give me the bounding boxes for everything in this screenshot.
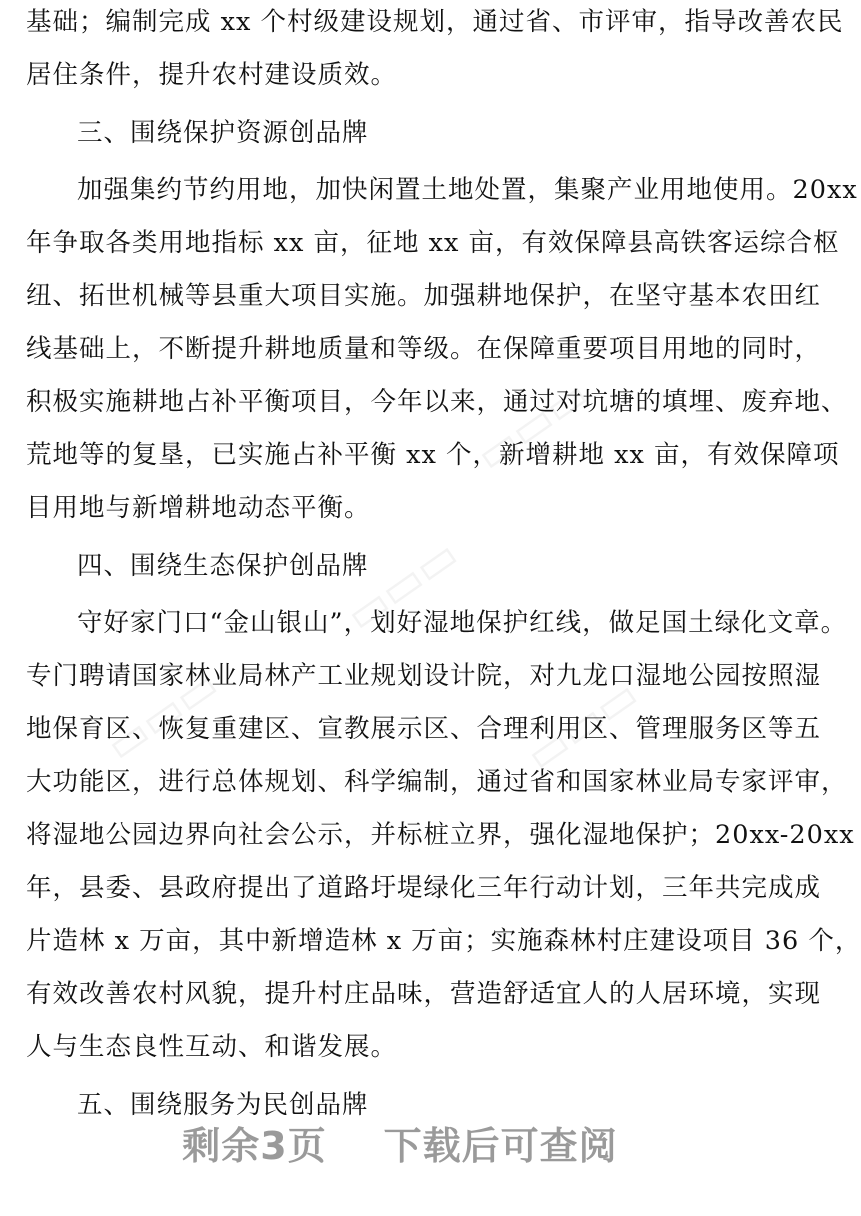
section-heading: 三、围绕保护资源创品牌: [77, 118, 369, 148]
remaining-pages-text: 剩余3页: [182, 1123, 327, 1168]
download-prompt[interactable]: [0, 1112, 800, 1172]
text-line: 将湿地公园边界向社会公示，并标桩立界，强化湿地保护；20xx-20xx: [26, 820, 855, 850]
watermark: ▭▭▭: [96, 658, 229, 773]
text-line: 年争取各类用地指标 xx 亩，征地 xx 亩，有效保障县高铁客运综合枢: [26, 228, 840, 258]
text-line: 有效改善农村风貌，提升村庄品味，营造舒适宜人的人居环境，实现: [26, 979, 822, 1009]
text-line: 人与生态良性互动、和谐发展。: [26, 1032, 398, 1062]
document-body: [26, 0, 861, 1128]
text-line: 荒地等的复垦，已实施占补平衡 xx 个，新增耕地 xx 亩，有效保障项: [26, 440, 840, 470]
spacer: [327, 1120, 384, 1164]
text-line: 居住条件，提升农村建设质效。: [26, 60, 398, 90]
section-heading: 五、围绕服务为民创品牌: [77, 1090, 369, 1120]
text-line: 加强集约节约用地，加快闲置土地处置，集聚产业用地使用。20xx: [77, 175, 858, 205]
text-line: 目用地与新增耕地动态平衡。: [26, 493, 371, 523]
watermark: ▭▭▭: [466, 368, 599, 483]
text-line: 纽、拓世机械等县重大项目实施。加强耕地保护，在坚守基本农田红: [26, 281, 822, 311]
text-line: 基础；编制完成 xx 个村级建设规划，通过省、市评审，指导改善农民: [26, 7, 844, 37]
section-heading: 四、围绕生态保护创品牌: [77, 551, 369, 581]
text-line: 积极实施耕地占补平衡项目，今年以来，通过对坑塘的填埋、废弃地、: [26, 387, 848, 417]
text-line: 守好家门口“金山银山”，划好湿地保护红线，做足国土绿化文章。: [77, 608, 848, 638]
download-hint-text: 下载后可查阅: [383, 1123, 618, 1168]
text-line: 线基础上，不断提升耕地质量和等级。在保障重要项目用地的同时，: [26, 334, 822, 364]
text-line: 大功能区，进行总体规划、科学编制，通过省和国家林业局专家评审，: [26, 767, 848, 797]
watermark: ▭▭▭: [516, 668, 649, 783]
text-line: 地保育区、恢复重建区、宣教展示区、合理利用区、管理服务区等五: [26, 714, 822, 744]
text-line: 年，县委、县政府提出了道路圩堤绿化三年行动计划，三年共完成成: [26, 873, 822, 903]
text-line: 专门聘请国家林业局林产工业规划设计院，对九龙口湿地公园按照湿: [26, 661, 822, 691]
watermark: ▭▭▭: [336, 528, 469, 643]
text-line: 片造林 x 万亩，其中新增造林 x 万亩；实施森林村庄建设项目 36 个，: [26, 926, 861, 956]
